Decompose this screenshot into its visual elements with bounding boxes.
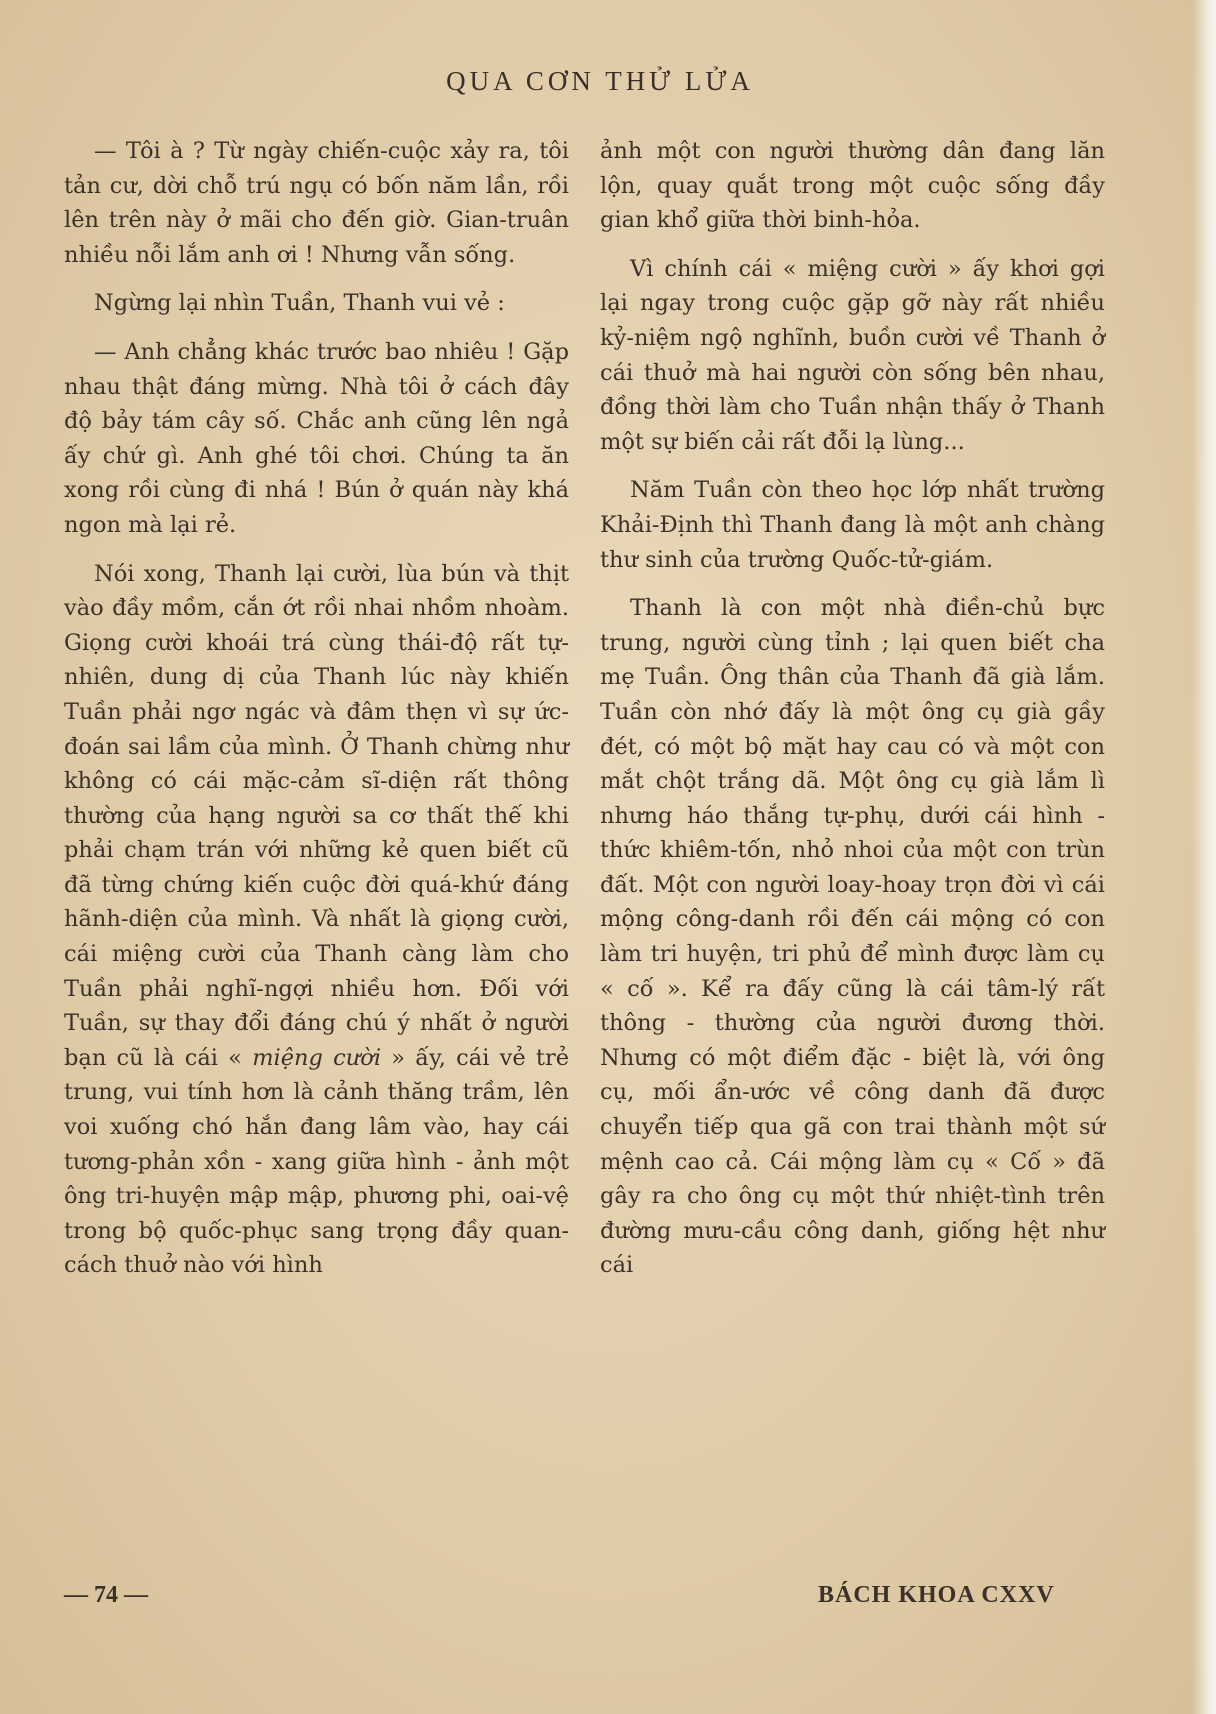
paragraph-text: » ấy, cái vẻ trẻ trung, vui tính hơn là cảnh thăng trầm, lên voi xuống chó hắn đang lâm vào, hay cái tương-phản xồn - xang giữa hình - ảnh một ông tri-huyện mập mập, phương phi, oai-vệ trong bộ quốc-phục sang trọng đầy quan-cách thuở nào với hình xyxy=(64,1044,570,1279)
paragraph: Năm Tuần còn theo học lớp nhất trường Khải-Định thì Thanh đang là một anh chàng thư sinh của trường Quốc-tử-giám. xyxy=(600,477,1105,573)
paragraph: Vì chính cái « miệng cười » ấy khơi gợi lại ngay trong cuộc gặp gỡ này rất nhiều kỷ-niệm ngộ nghĩnh, buồn cười về Thanh ở cái thuở mà hai người còn sống bên nhau, đồng thời làm cho Tuần nhận thấy ở Thanh một sự biến cải rất đỗi lạ lùng... xyxy=(600,255,1105,455)
paragraph: Thanh là con một nhà điền-chủ bực trung, người cùng tỉnh ; lại quen biết cha mẹ Tuần. Ông thân của Thanh đã già lắm. Tuần còn nhớ đấy là một ông cụ già gầy đét, có một bộ mặt hay cau có và một con mắt chột trắng dã. Một ông cụ già lắm lì nhưng háo thắng tự-phụ, dưới cái hình - thức khiêm-tốn, nhỏ nhoi của một con trùn đất. Một con người loay-hoay trọn đời vì cái mộng công-danh rồi đến cái mộng có con làm tri huyện, tri phủ để mình được làm cụ « cố ». Kể ra đấy cũng là cái tâm-lý rất thông - thường của người đương thời. Nhưng có một điểm đặc - biệt là, với ông cụ, mối ẩn-ước về công danh đã được chuyển tiếp qua gã con trai thành một sứ mệnh cao cả. Cái mộng làm cụ « Cố » đã gây ra cho ông cụ một thứ nhiệt-tình trên đường mưu-cầu công danh, giống hệt như cái xyxy=(600,595,1105,1279)
italic-phrase: miệng cười xyxy=(252,1044,382,1071)
publication-name: BÁCH KHOA CXXV xyxy=(818,1582,1055,1608)
page-number: — 74 — xyxy=(64,1582,148,1608)
paper-edge xyxy=(1192,0,1216,1714)
paragraph: — Tôi à ? Từ ngày chiến-cuộc xảy ra, tôi tản cư, dời chỗ trú ngụ có bốn năm lần, rồi lên trên này ở mãi cho đến giờ. Gian-truân nhiều nỗi lắm anh ơi ! Nhưng vẫn sống. xyxy=(64,138,569,268)
right-column xyxy=(600,134,1105,1297)
left-column xyxy=(64,134,569,1297)
paragraph xyxy=(64,557,569,1283)
paragraph-text: Nói xong, Thanh lại cười, lùa bún và thịt vào đầy mồm, cắn ớt rồi nhai nhồm nhoàm. Giọng cười khoái trá cùng thái-độ rất tự-nhiên, dung dị của Thanh lúc này khiến Tuần phải ngơ ngác và đâm thẹn vì sự ức-đoán sai lầm của mình. Ở Thanh chừng như không có cái mặc-cảm sĩ-diện rất thông thường của hạng người sa cơ thất thế khi phải chạm trán với những kẻ quen biết cũ đã từng chứng kiến cuộc đời quá-khứ đáng hãnh-diện của mình. Và nhất là giọng cười, cái miệng cười của Thanh càng làm cho Tuần phải nghĩ-ngợi nhiều hơn. Đối với Tuần, sự thay đổi đáng chú ý nhất ở người bạn cũ là cái « xyxy=(64,560,569,1071)
paragraph: ảnh một con người thường dân đang lăn lộn, quay quắt trong một cuộc sống đầy gian khổ giữa thời binh-hỏa. xyxy=(600,138,1105,234)
paragraph: Ngừng lại nhìn Tuần, Thanh vui vẻ : xyxy=(94,290,505,317)
paragraph: — Anh chẳng khác trước bao nhiêu ! Gặp nhau thật đáng mừng. Nhà tôi ở cách đây độ bảy tám cây số. Chắc anh cũng lên ngả ấy chứ gì. Anh ghé tôi chơi. Chúng ta ăn xong rồi cùng đi nhá ! Bún ở quán này khá ngon mà lại rẻ. xyxy=(64,338,569,538)
page-header-title: QUA CƠN THỬ LỬA xyxy=(446,66,754,96)
